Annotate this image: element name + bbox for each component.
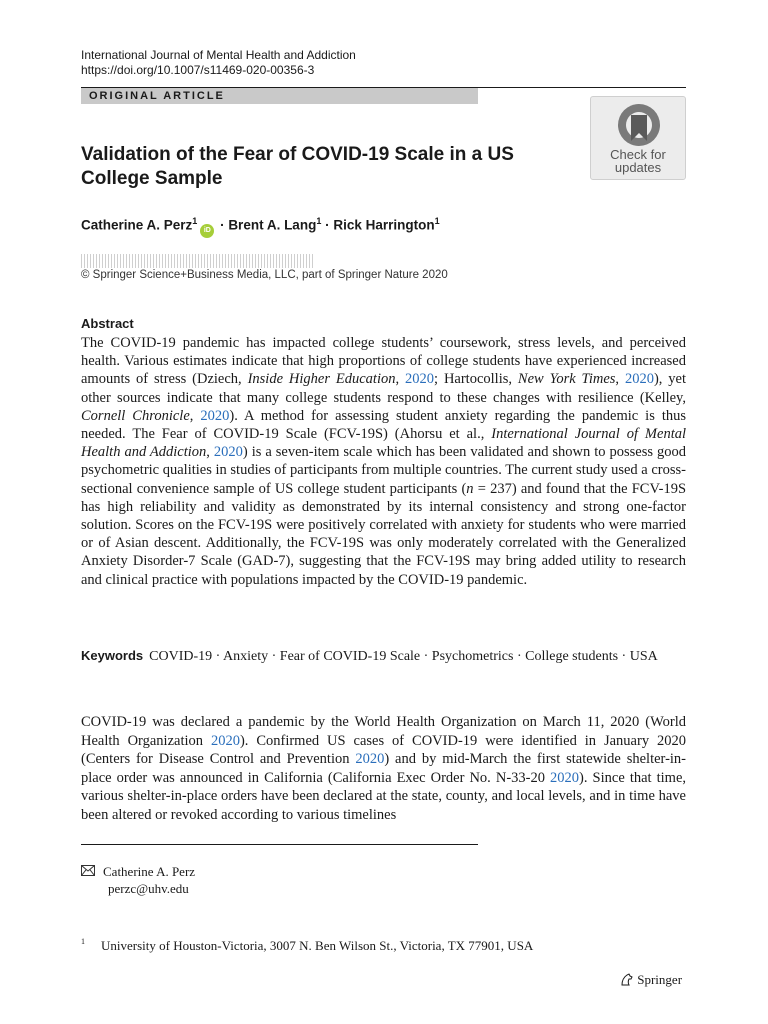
author-name[interactable]: Catherine A. Perz: [81, 217, 193, 233]
keywords-label: Keywords: [81, 648, 144, 663]
body-segment: ). Confirmed US cases of COVID-19 were identified in January 2020 (Centers for Disease Control and Prevention: [81, 732, 686, 767]
received-dates-redacted: [81, 254, 313, 268]
copyright-notice: © Springer Science+Business Media, LLC, part of Springer Nature 2020: [81, 269, 448, 281]
citation-source: New York Times: [517, 371, 616, 388]
citation-link[interactable]: 2020: [405, 371, 435, 388]
check-for-updates-label: Check for updates: [610, 147, 666, 175]
author-name[interactable]: Rick Harrington: [333, 217, 435, 233]
body-segment: ). Since that time, various shelter-in-place orders have been declared at the state, county, and local levels, and in time have been altered or revoked according to various timelines: [81, 769, 687, 823]
publisher-logo: [620, 972, 682, 988]
abstract-segment: The COVID-19 pandemic has impacted college students’ coursework, stress levels, and perceived health. Various estimates indicate that high proportions of college students have experienced increased amounts of stress (Dziech,: [81, 335, 686, 388]
abstract-segment: ). A method for assessing student anxiety regarding the pandemic is thus needed. The Fear of COVID-19 Scale (FCV-19S) (Ahorsu et al.,: [81, 407, 687, 443]
citation-link[interactable]: 2020: [355, 751, 385, 767]
body-segment: ) and by mid-March the first statewide shelter-in-place order was announced in California (California Exec Order No. N-33-20: [81, 751, 687, 786]
journal-name: International Journal of Mental Health and Addiction: [81, 48, 356, 62]
affiliation-marker: 1: [434, 216, 440, 226]
citation-link[interactable]: 2020: [213, 444, 243, 461]
abstract-segment: ), yet other sources indicate that many college students respond to these changes with resilience (Kelley,: [81, 371, 687, 406]
abstract-segment: ; Hartocollis,: [434, 371, 518, 388]
article-type-banner: ORIGINAL ARTICLE: [81, 88, 478, 104]
keywords: [81, 647, 686, 667]
envelope-icon: [81, 863, 103, 880]
abstract-heading: Abstract: [81, 316, 134, 331]
abstract-segment: = 237) and found that the FCV-19S has high reliability and validity as demonstrated by its internal consistency and strong one-factor solution. Scores on the FCV-19S were positively correlated with anxiety for students who were married or of Asian descent. Additionally, the FCV-19S was only moderately correlated with the Generalized Anxiety Disorder-7 Scale (GAD-7), suggesting that the FCV-19S may bring added utility to research and clinical practice with populations impacted by the COVID-19 pandemic.: [81, 480, 687, 588]
footnote-rule: [81, 844, 478, 845]
article-title: Validation of the Fear of COVID-19 Scale in a US College Sample: [81, 144, 514, 189]
author-name[interactable]: Brent A. Lang: [228, 217, 317, 233]
corresponding-author: [81, 863, 195, 880]
citation-link[interactable]: 2020: [624, 371, 654, 388]
citation-source: International Journal of Mental Health and Addiction: [81, 426, 686, 461]
affiliation-marker: 1: [316, 216, 322, 226]
body-segment: COVID-19 was declared a pandemic by the World Health Organization on March 11, 2020 (World Health Organization: [81, 714, 686, 749]
journal-header: [81, 48, 356, 78]
check-for-updates-badge[interactable]: [590, 96, 686, 180]
citation-source: Inside Higher Education: [247, 371, 396, 388]
abstract-segment: ) is a seven-item scale which has been validated and shown to possess good psychometric qualities in studies of participants from multiple countries. The current study used a cross-sectional convenience sample of US college student participants (: [81, 444, 686, 497]
orcid-icon[interactable]: iD: [200, 224, 214, 238]
doi-link[interactable]: https://doi.org/10.1007/s11469-020-00356-3: [81, 63, 315, 77]
citation-link[interactable]: 2020: [210, 732, 240, 749]
body-paragraph: [81, 713, 686, 824]
abstract-text: The COVID-19 pandemic has impacted college students’ coursework, stress levels, and perceived health. Various estimates indicate that high proportions of college students have experienced increased amounts of stress (Dziech, Inside Higher Education, 2020; Hartocollis, New York Times, 2020), yet other sources indicate that many college students respond to these changes with resilience (Kelley, Cornell Chronicle, 2020). A method for assessing student anxiety regarding the pandemic is thus needed. The Fear of COVID-19 Scale (FCV-19S) (Ahorsu et al., International Journal of Mental Health and Addiction, 2020) is a seven-item scale which has been validated and shown to possess good psychometric qualities in studies of participants from multiple countries. The current study used a cross-sectional convenience sample of US college student participants (n = 237) and found that the FCV-19S has high reliability and validity as demonstrated by its internal consistency and strong one-factor solution. Scores on the FCV-19S were positively correlated with anxiety for students who were married or of Asian descent. Additionally, the FCV-19S was only moderately correlated with the Generalized Anxiety Disorder-7 Scale (GAD-7), suggesting that the FCV-19S may bring added utility to research and clinical practice with populations impacted by the COVID-19 pandemic.: [81, 335, 687, 588]
author-list: Catherine A. Perz$^1$iD · Brent A. Lang$^1$ · Rick Harrington$^1$: [81, 212, 440, 238]
affiliation: [81, 933, 533, 954]
citation-link[interactable]: 2020: [550, 769, 580, 786]
corresponding-author-name: Catherine A. Perz: [103, 864, 196, 879]
springer-horse-icon: [620, 972, 634, 987]
publisher-name: Springer: [637, 972, 683, 987]
citation-source: Cornell Chronicle: [81, 407, 190, 424]
affiliation-text: University of Houston-Victoria, 3007 N. Ben Wilson St., Victoria, TX 77901, USA: [101, 938, 534, 953]
corresponding-author-email[interactable]: perzc@uhv.edu: [108, 881, 189, 896]
check-for-updates-icon: [615, 101, 663, 149]
affiliation-marker: 1: [192, 216, 198, 226]
citation-link[interactable]: 2020: [200, 407, 230, 424]
affiliation-number: 1: [81, 937, 85, 946]
sample-size-symbol: n: [466, 480, 474, 497]
keywords-text: COVID-19 · Anxiety · Fear of COVID-19 Scale · Psychometrics · College students · USA: [149, 649, 658, 664]
